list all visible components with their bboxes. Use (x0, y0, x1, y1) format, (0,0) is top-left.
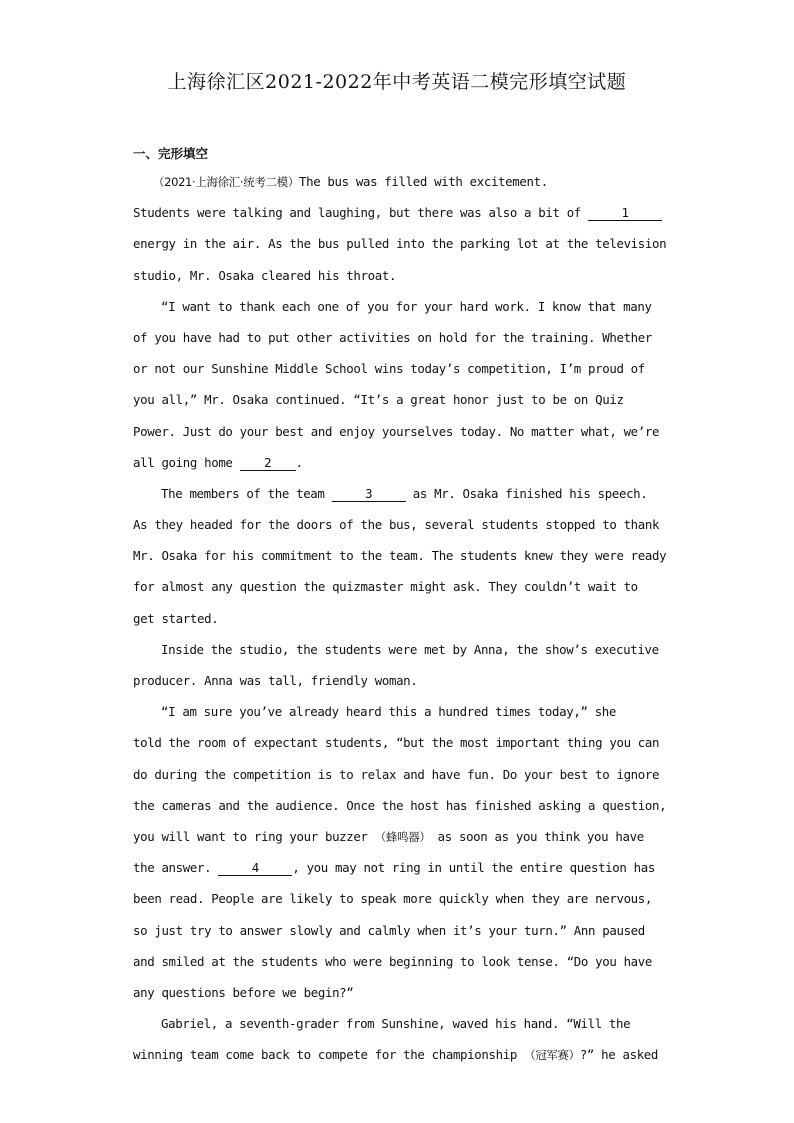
passage-line: “I am sure you’ve already heard this a hundred times today,” she (161, 704, 617, 720)
blank-2: 2 (240, 456, 296, 471)
page-title: 上海徐汇区2021-2022年中考英语二模完形填空试题 (167, 71, 627, 93)
blank-1: 1 (588, 206, 662, 221)
passage-line: any questions before we begin?” (133, 984, 354, 1000)
passage-line: Inside the studio, the students were met by Anna, the show’s executive (161, 641, 659, 657)
passage-line: the cameras and the audience. Once the host has finished asking a question, (133, 797, 667, 813)
passage-line: been read. People are likely to speak more quickly when they are nervous, (133, 891, 653, 907)
passage-line: for almost any question the quizmaster might ask. They couldn’t wait to (133, 579, 638, 595)
passage-line: you will want to ring your buzzer （蜂鸣器） as soon as you think you have (133, 828, 644, 844)
passage-line: As they headed for the doors of the bus, several students stopped to thank (133, 517, 660, 533)
section-heading: 一、完形填空 (133, 146, 209, 161)
passage-line: of you have had to put other activities on hold for the training. Whether (133, 329, 653, 345)
passage-line: （2021·上海徐汇·统考二模）The bus was filled with excitement. (153, 174, 548, 189)
passage-line: do during the competition is to relax and have fun. Do your best to ignore (133, 766, 660, 782)
passage-line: producer. Anna was tall, friendly woman. (133, 673, 418, 688)
passage-line: you all,” Mr. Osaka continued. “It’s a great honor just to be on Quiz (133, 392, 624, 408)
passage-line: winning team come back to compete for the championship （冠军赛）?” he asked (133, 1047, 659, 1063)
passage-line: Gabriel, a seventh-grader from Sunshine, waved his hand. “Will the (161, 1016, 631, 1032)
passage-line: told the room of expectant students, “but the most important thing you can (133, 735, 660, 751)
passage-line: Mr. Osaka for his commitment to the team. The students knew they were ready (133, 548, 667, 564)
passage-line: Students were talking and laughing, but there was also a bit of 1 (133, 197, 659, 228)
passage-line: or not our Sunshine Middle School wins today’s competition, I’m proud of (133, 361, 645, 377)
passage-line: the answer. 4 , you may not ring in until the entire question has (133, 860, 655, 876)
passage-line: energy in the air. As the bus pulled into the parking lot at the television (133, 236, 667, 252)
passage-body (133, 166, 667, 1070)
passage-line: studio, Mr. Osaka cleared his throat. (133, 267, 397, 283)
passage-line: “I want to thank each one of you for your hard work. I know that many (161, 298, 652, 314)
blank-4: 4 (218, 861, 292, 876)
passage-line: get started. (133, 610, 219, 626)
blank-3: 3 (332, 487, 406, 502)
passage-line: Power. Just do your best and enjoy yourselves today. No matter what, we’re (133, 423, 660, 439)
passage-line: The members of the team 3 as Mr. Osaka finished his speech. (161, 485, 648, 501)
passage-line: and smiled at the students who were beginning to look tense. “Do you have (133, 953, 653, 969)
source-tag: （2021·上海徐汇·统考二模） (153, 175, 299, 189)
passage-line: so just try to answer slowly and calmly when it’s your turn.” Ann paused (133, 922, 645, 938)
passage-line: all going home 2 . (133, 454, 303, 470)
